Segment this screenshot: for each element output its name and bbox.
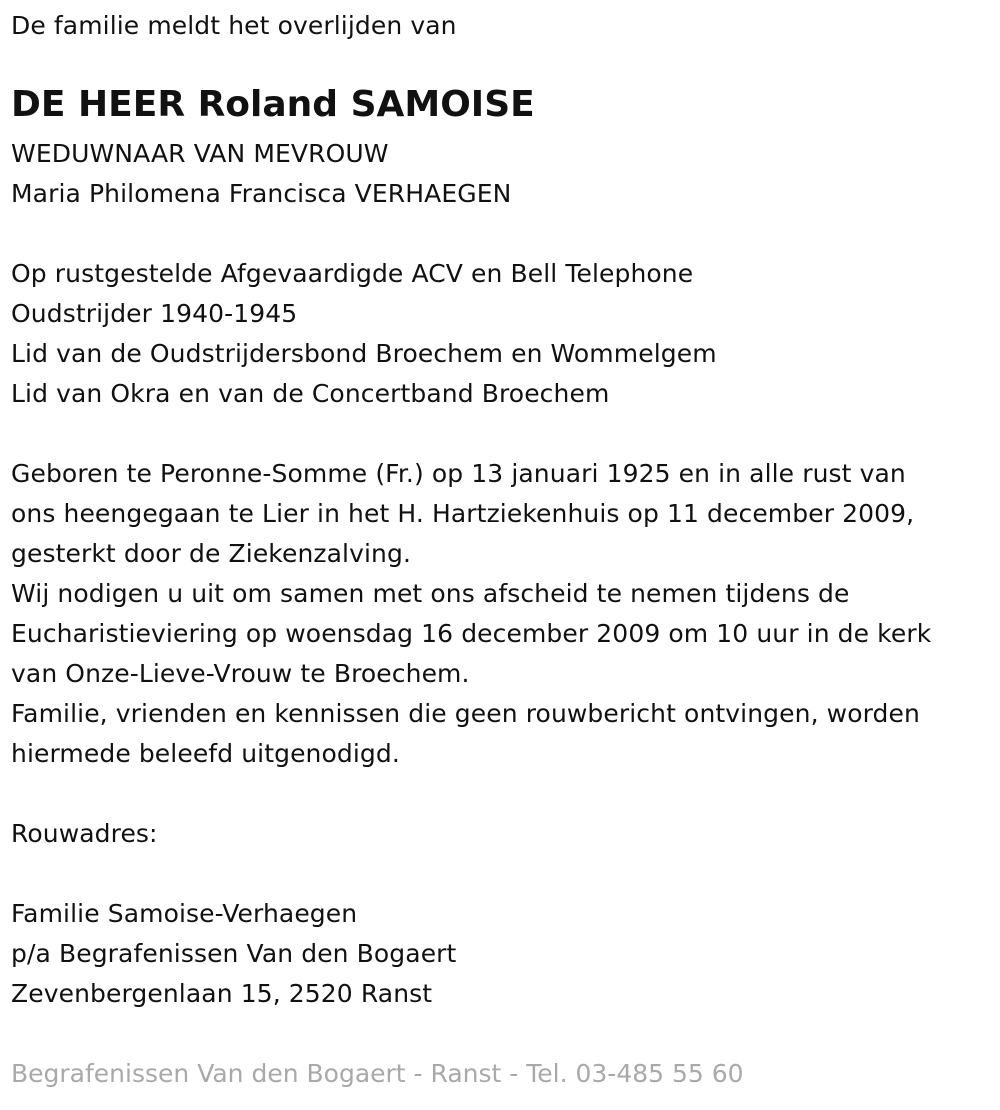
address-label-block bbox=[11, 814, 158, 854]
funeral-home-footer: Begrafenissen Van den Bogaert - Ranst - Tel. 03-485 55 60 bbox=[11, 1059, 744, 1088]
announcement-line: Geboren te Peronne-Somme (Fr.) op 13 januari 1925 en in alle rust van bbox=[11, 459, 906, 488]
title-line: Lid van de Oudstrijdersbond Broechem en Wommelgem bbox=[11, 339, 717, 368]
title-line: Lid van Okra en van de Concertband Broechem bbox=[11, 379, 610, 408]
announcement-line: ons heengegaan te Lier in het H. Hartziekenhuis op 11 december 2009, bbox=[11, 499, 915, 528]
spouse-block bbox=[11, 134, 511, 214]
deceased-name: DE HEER Roland SAMOISE bbox=[11, 84, 535, 125]
address-label: Rouwadres: bbox=[11, 819, 158, 848]
announcement-line: hiermede beleefd uitgenodigd. bbox=[11, 739, 400, 768]
announcement-line: gesterkt door de Ziekenzalving. bbox=[11, 539, 411, 568]
announcement-line: Eucharistieviering op woensdag 16 december 2009 om 10 uur in de kerk bbox=[11, 619, 932, 648]
intro-text: De familie meldt het overlijden van bbox=[11, 11, 457, 40]
title-line: Oudstrijder 1940-1945 bbox=[11, 299, 298, 328]
address-block bbox=[11, 894, 456, 1014]
announcement-line: van Onze-Lieve-Vrouw te Broechem. bbox=[11, 659, 470, 688]
title-line: Op rustgestelde Afgevaardigde ACV en Bell Telephone bbox=[11, 259, 694, 288]
announcement-line: Familie, vrienden en kennissen die geen rouwbericht ontvingen, worden bbox=[11, 699, 920, 728]
announcement-line: Wij nodigen u uit om samen met ons afscheid te nemen tijdens de bbox=[11, 579, 850, 608]
address-line: Zevenbergenlaan 15, 2520 Ranst bbox=[11, 979, 433, 1008]
address-line: p/a Begrafenissen Van den Bogaert bbox=[11, 939, 457, 968]
spouse-line: WEDUWNAAR VAN MEVROUW bbox=[11, 139, 389, 168]
titles-block bbox=[11, 254, 717, 414]
address-line: Familie Samoise-Verhaegen bbox=[11, 899, 358, 928]
spouse-line: Maria Philomena Francisca VERHAEGEN bbox=[11, 179, 512, 208]
announcement-block bbox=[11, 454, 931, 774]
